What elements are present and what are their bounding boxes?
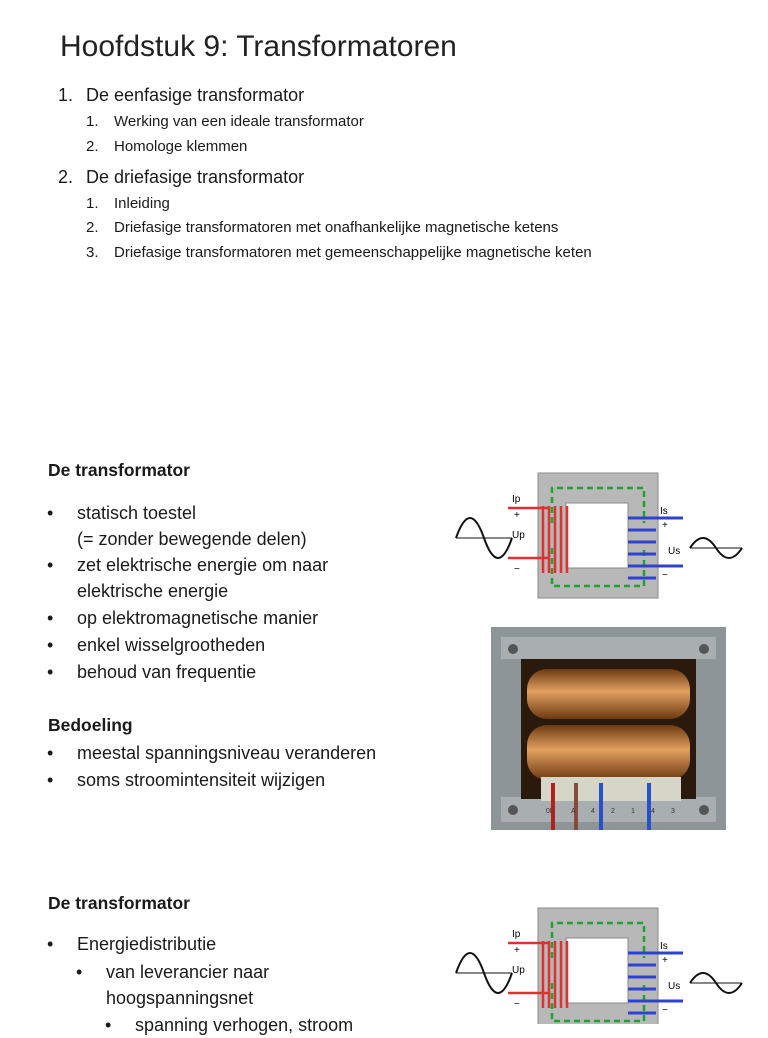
bullet-icon: • (105, 1015, 112, 1035)
bullet-item: • spanning verhogen, stroom (135, 1012, 353, 1038)
label-up: Up (512, 965, 525, 976)
toc-item-number: 2. (86, 219, 99, 236)
bullet-continuation: hoogspanningsnet (106, 988, 254, 1008)
lower-coil (527, 725, 690, 780)
toc-item (86, 138, 247, 155)
bullet-item: • soms stroomintensiteit wijzigen (77, 767, 325, 793)
bullet-item: • Energiedistributie (77, 931, 216, 957)
label-plus: + (662, 520, 668, 531)
bullet-item: • zet elektrische energie om naar (77, 552, 328, 578)
toc-item-number: 2. (86, 138, 99, 155)
label-ip: Ip (512, 494, 521, 505)
bullet-item: • van leverancier naar (106, 959, 269, 985)
bullet-item: • statisch toestel (77, 500, 196, 526)
label-plus: + (662, 955, 668, 966)
bullet-item: • meestal spanningsniveau veranderen (77, 740, 376, 766)
toc-item (86, 244, 592, 261)
toc-item-label: Driefasige transformatoren met onafhankelijke magnetische ketens (114, 219, 559, 236)
bullet-item: • enkel wisselgrootheden (77, 632, 265, 658)
label-up: Up (512, 530, 525, 541)
slide2-heading: De transformator (48, 460, 190, 480)
toc-section-number: 1. (58, 85, 74, 105)
bullet-icon: • (47, 555, 54, 575)
slide-title: Hoofdstuk 9: Transformatoren (60, 30, 457, 63)
label-is: Is (660, 506, 668, 517)
toc-item-label: Driefasige transformatoren met gemeenschappelijke magnetische keten (114, 244, 592, 261)
toc-item (86, 113, 364, 130)
svg-text:3: 3 (671, 808, 675, 815)
slide2-heading2: Bedoeling (48, 715, 133, 735)
label-minus: − (662, 1005, 668, 1016)
label-us: Us (668, 546, 681, 557)
label-minus: − (514, 564, 520, 575)
toc-section-number: 2. (58, 167, 74, 187)
toc-item (86, 219, 558, 236)
upper-coil (527, 669, 690, 719)
bullet-icon: • (47, 635, 54, 655)
transformer-diagram (448, 903, 748, 1024)
bullet-continuation: (= zonder bewegende delen) (77, 529, 307, 549)
svg-text:4: 4 (651, 808, 655, 815)
bullet-item: • behoud van frequentie (77, 659, 256, 685)
transformer-photo (491, 627, 726, 830)
toc-item-label: Inleiding (114, 195, 170, 212)
bullet-icon: • (47, 770, 54, 790)
toc-section-label: De driefasige transformator (86, 167, 305, 187)
toc-item-label: Werking van een ideale transformator (114, 113, 364, 130)
svg-text:1: 1 (631, 808, 635, 815)
label-us: Us (668, 981, 681, 992)
toc-item-number: 1. (86, 113, 99, 130)
bullet-icon: • (47, 743, 54, 763)
toc-section-label: De eenfasige transformator (86, 85, 305, 105)
label-plus: + (514, 510, 520, 521)
bullet-continuation: elektrische energie (77, 581, 229, 601)
bullet-icon: • (47, 934, 54, 954)
label-minus: − (662, 570, 668, 581)
toc-item-number: 3. (86, 244, 99, 261)
svg-text:2: 2 (611, 808, 615, 815)
slide3-heading: De transformator (48, 893, 190, 913)
toc-section-1 (58, 85, 304, 106)
bullet-item: • op elektromagnetische manier (77, 605, 318, 631)
bullet-icon: • (47, 503, 54, 523)
label-is: Is (660, 941, 668, 952)
toc-section-2 (58, 167, 304, 188)
svg-text:A: A (571, 808, 576, 815)
transformer-diagram (448, 468, 748, 608)
toc-item (86, 195, 170, 212)
bullet-icon: • (47, 608, 54, 628)
svg-text:0L: 0L (546, 808, 554, 815)
label-ip: Ip (512, 929, 521, 940)
label-plus: + (514, 945, 520, 956)
toc-item-label: Homologe klemmen (114, 138, 248, 155)
svg-text:4: 4 (591, 808, 595, 815)
bullet-icon: • (76, 962, 83, 982)
bullet-icon: • (47, 662, 54, 682)
label-minus: − (514, 999, 520, 1010)
toc-item-number: 1. (86, 195, 99, 212)
